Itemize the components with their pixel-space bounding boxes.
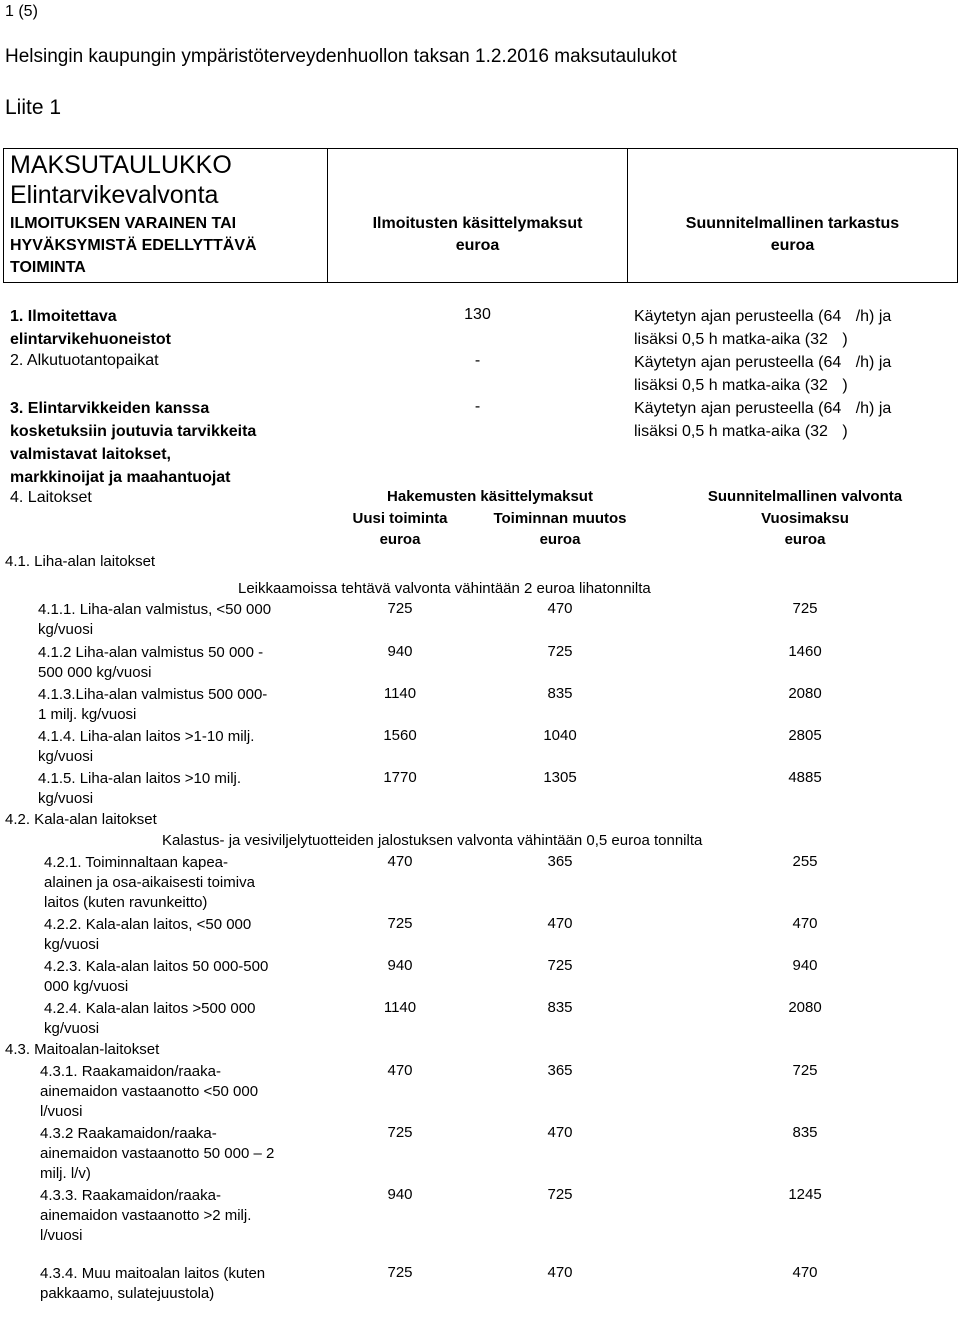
meat-activity-change-fee: 725 (547, 643, 573, 660)
fish-row-label: 4.2.4. Kala-alan laitos >500 000 kg/vuosi (44, 1000, 256, 1037)
table-title: MAKSUTAULUKKO (10, 151, 232, 179)
header-notification-fees: Ilmoitusten käsittelymaksut euroa (372, 215, 583, 254)
meat-annual-fee: 725 (792, 600, 818, 617)
page-number: 1 (5) (5, 3, 38, 20)
meat-row-label: 4.1.5. Liha-alan laitos >10 milj. kg/vuosi (38, 770, 242, 807)
column-new-activity: Uusi toiminta (352, 510, 448, 527)
subsection-4-3-title: 4.3. Maitoalan-laitokset (5, 1041, 160, 1058)
column-annual-fee: Vuosimaksu (761, 510, 849, 527)
fish-new-activity-fee: 1140 (383, 999, 417, 1016)
meat-activity-change-fee: 835 (547, 685, 573, 702)
meat-new-activity-fee: 725 (387, 600, 413, 617)
unit-activity-change: euroa (539, 531, 581, 548)
dairy-activity-change-fee: 470 (547, 1264, 573, 1281)
column-activity-change: Toiminnan muutos (493, 510, 627, 527)
dairy-annual-fee: 1245 (788, 1186, 822, 1203)
meat-new-activity-fee: 1140 (383, 685, 417, 702)
dairy-row-label: 4.3.2 Raakamaidon/raaka- ainemaidon vastaanotto 50 000 – 2 milj. l/v) (40, 1125, 275, 1182)
section-2-note: Käytetyn ajan perusteella (64 /h) ja lisäksi 0,5 h matka-aika (32 ) (634, 354, 892, 394)
section-4-label: 4. Laitokset (10, 489, 92, 506)
subsection-4-2-note: Kalastus- ja vesiviljelytuotteiden jalostuksen valvonta vähintään 0,5 euroa tonnilta (162, 832, 703, 849)
document-title: Helsingin kaupungin ympäristöterveydenhuollon taksan 1.2.2016 maksutaulukot (5, 46, 677, 67)
fish-annual-fee: 2080 (788, 999, 822, 1016)
meat-annual-fee: 2080 (788, 685, 822, 702)
section-1-fee: 130 (464, 306, 491, 323)
unit-annual-fee: euroa (784, 531, 826, 548)
fish-annual-fee: 940 (792, 957, 818, 974)
meat-row-label: 4.1.3.Liha-alan valmistus 500 000- 1 milj. kg/vuosi (38, 686, 268, 723)
section-3-note: Käytetyn ajan perusteella (64 /h) ja lisäksi 0,5 h matka-aika (32 ) (634, 400, 892, 440)
meat-activity-change-fee: 1305 (543, 769, 577, 786)
header-border-top (3, 148, 958, 149)
header-border-right (957, 148, 958, 283)
subsection-4-1-note: Leikkaamoissa tehtävä valvonta vähintään 2 euroa lihatonnilta (238, 580, 651, 597)
dairy-row-label: 4.3.1. Raakamaidon/raaka- ainemaidon vastaanotto <50 000 l/vuosi (40, 1063, 259, 1120)
subsection-4-1-title: 4.1. Liha-alan laitokset (5, 553, 156, 570)
fish-new-activity-fee: 725 (387, 915, 413, 932)
fish-row-label: 4.2.1. Toiminnaltaan kapea- alainen ja osa-aikaisesti toimiva laitos (kuten ravunkeitto) (44, 854, 255, 911)
fish-new-activity-fee: 470 (387, 853, 413, 870)
header-border-bottom (3, 282, 958, 283)
subsection-4-2-title: 4.2. Kala-alan laitokset (5, 811, 157, 828)
dairy-new-activity-fee: 725 (387, 1124, 413, 1141)
dairy-activity-change-fee: 470 (547, 1124, 573, 1141)
fish-activity-change-fee: 365 (547, 853, 573, 870)
section-1-label: 1. Ilmoitettava elintarvikehuoneistot (10, 308, 171, 348)
section-2-label: 2. Alkutuotantopaikat (10, 352, 159, 369)
dairy-annual-fee: 470 (792, 1264, 818, 1281)
meat-new-activity-fee: 1770 (383, 769, 417, 786)
header-border-left (3, 148, 4, 283)
fish-annual-fee: 255 (792, 853, 818, 870)
dairy-new-activity-fee: 725 (387, 1264, 413, 1281)
meat-annual-fee: 1460 (788, 643, 822, 660)
meat-activity-change-fee: 1040 (543, 727, 577, 744)
dairy-new-activity-fee: 470 (387, 1062, 413, 1079)
meat-annual-fee: 4885 (788, 769, 822, 786)
fish-row-label: 4.2.3. Kala-alan laitos 50 000-500 000 kg/vuosi (44, 958, 269, 995)
fish-activity-change-fee: 835 (547, 999, 573, 1016)
meat-activity-change-fee: 470 (547, 600, 573, 617)
fish-activity-change-fee: 725 (547, 957, 573, 974)
dairy-annual-fee: 835 (792, 1124, 818, 1141)
dairy-activity-change-fee: 725 (547, 1186, 573, 1203)
meat-row-label: 4.1.2 Liha-alan valmistus 50 000 - 500 000 kg/vuosi (38, 644, 264, 681)
unit-new-activity: euroa (379, 531, 421, 548)
appendix-label: Liite 1 (5, 96, 62, 119)
section-2-fee: - (474, 352, 481, 369)
dairy-activity-change-fee: 365 (547, 1062, 573, 1079)
section-1-note: Käytetyn ajan perusteella (64 /h) ja lisäksi 0,5 h matka-aika (32 ) (634, 308, 892, 348)
fish-annual-fee: 470 (792, 915, 818, 932)
table-subtitle: Elintarvikevalvonta (10, 181, 219, 209)
meat-row-label: 4.1.1. Liha-alan valmistus, <50 000 kg/vuosi (38, 601, 272, 638)
meat-row-label: 4.1.4. Liha-alan laitos >1-10 milj. kg/vuosi (38, 728, 255, 765)
dairy-new-activity-fee: 940 (387, 1186, 413, 1203)
meat-new-activity-fee: 1560 (383, 727, 417, 744)
section-3-fee: - (474, 398, 481, 415)
header-planned-inspection: Suunnitelmallinen tarkastus euroa (685, 215, 900, 254)
dairy-row-label: 4.3.4. Muu maitoalan laitos (kuten pakkaamo, sulatejuustola) (40, 1265, 266, 1302)
section-3-label: 3. Elintarvikkeiden kanssa kosketuksiin joutuvia tarvikkeita valmistavat laitokset, markkinoijat ja maahantuojat (10, 400, 257, 486)
fish-activity-change-fee: 470 (547, 915, 573, 932)
planned-supervision-header: Suunnitelmallinen valvonta (707, 488, 903, 505)
meat-annual-fee: 2805 (788, 727, 822, 744)
fish-new-activity-fee: 940 (387, 957, 413, 974)
dairy-row-label: 4.3.3. Raakamaidon/raaka- ainemaidon vastaanotto >2 milj. l/vuosi (40, 1187, 252, 1244)
fish-row-label: 4.2.2. Kala-alan laitos, <50 000 kg/vuosi (44, 916, 252, 953)
application-fees-header: Hakemusten käsittelymaksut (387, 488, 593, 505)
dairy-annual-fee: 725 (792, 1062, 818, 1079)
meat-new-activity-fee: 940 (387, 643, 413, 660)
header-activity-column: ILMOITUKSEN VARAINEN TAI HYVÄKSYMISTÄ EDELLYTTÄVÄ TOIMINTA (10, 215, 257, 276)
